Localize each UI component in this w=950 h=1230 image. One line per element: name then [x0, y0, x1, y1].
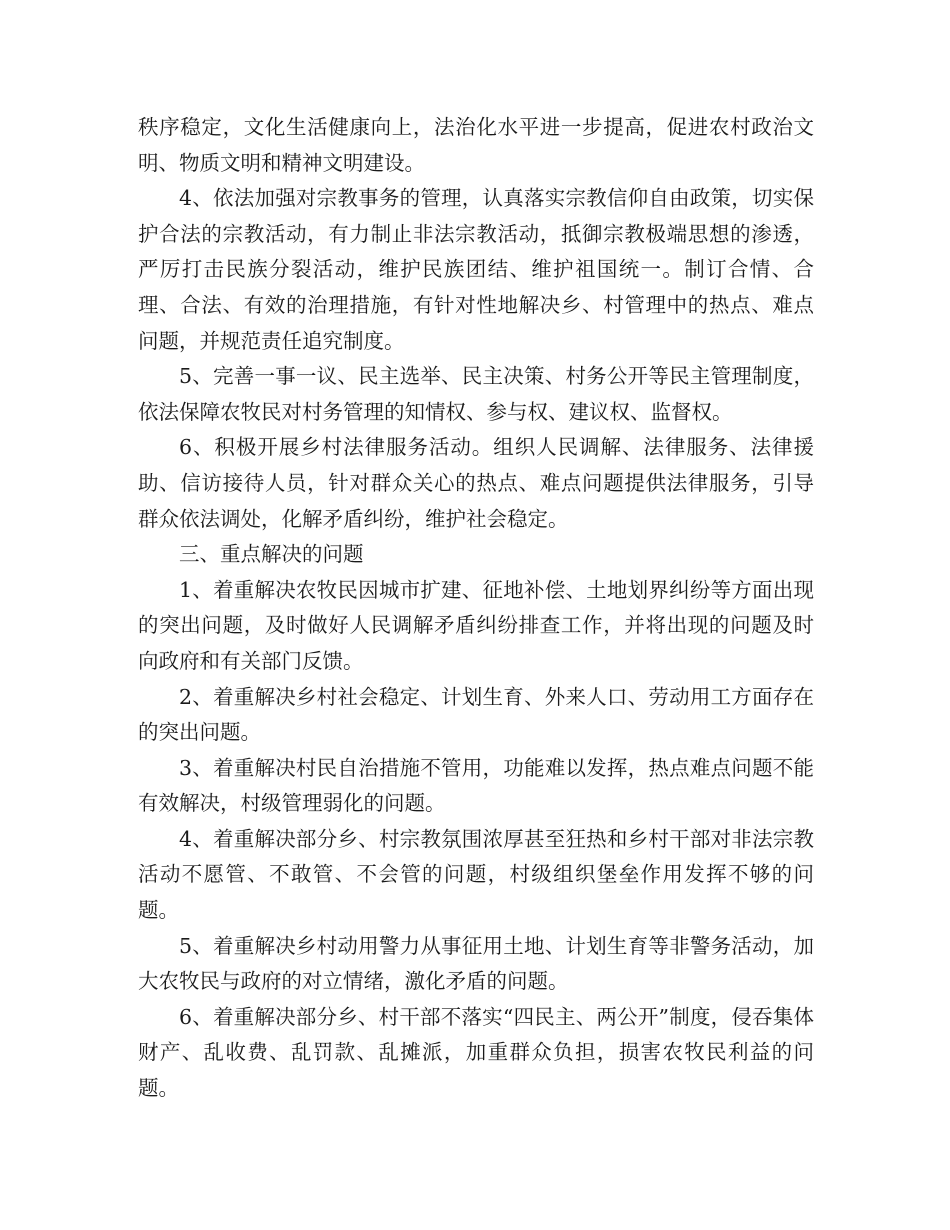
- paragraph-issue-2: 2、着重解决乡村社会稳定、计划生育、外来人口、劳动用工方面存在的突出问题。: [138, 684, 814, 745]
- paragraph-issue-4: 4、着重解决部分乡、村宗教氛围浓厚甚至狂热和乡村干部对非法宗教活动不愿管、不敢管、不会管的问题，村级组织堡垒作用发挥不够的问题。: [138, 826, 814, 923]
- paragraph-issue-5: 5、着重解决乡村动用警力从事征用土地、计划生育等非警务活动，加大农牧民与政府的对立情绪，激化矛盾的问题。: [138, 933, 814, 994]
- paragraph-item-6-legal-service: 6、积极开展乡村法律服务活动。组织人民调解、法律服务、法律援助、信访接待人员，针对群众关心的热点、难点问题提供法律服务，引导群众依法调处，化解矛盾纠纷，维护社会稳定。: [138, 435, 814, 531]
- paragraph-issue-3: 3、着重解决村民自治措施不管用，功能难以发挥，热点难点问题不能有效解决，村级管理弱化的问题。: [138, 755, 814, 816]
- paragraph-issue-6: 6、着重解决部分乡、村干部不落实“四民主、两公开”制度，侵吞集体财产、乱收费、乱罚款、乱摊派，加重群众负担，损害农牧民利益的问题。: [138, 1004, 814, 1101]
- document-body: [138, 110, 814, 1107]
- paragraph-item-5-democracy: 5、完善一事一议、民主选举、民主决策、村务公开等民主管理制度，依法保障农牧民对村务管理的知情权、参与权、建议权、监督权。: [138, 364, 814, 424]
- paragraph-continuation: 秩序稳定，文化生活健康向上，法治化水平进一步提高，促进农村政治文明、物质文明和精神文明建设。: [138, 115, 814, 175]
- paragraph-item-4-religion: 4、依法加强对宗教事务的管理，认真落实宗教信仰自由政策，切实保护合法的宗教活动，有力制止非法宗教活动，抵御宗教极端思想的渗透，严厉打击民族分裂活动，维护民族团结、维护祖国统一。制订合情、合理、合法、有效的治理措施，有针对性地解决乡、村管理中的热点、难点问题，并规范责任追究制度。: [138, 186, 814, 353]
- paragraph-issue-1: 1、着重解决农牧民因城市扩建、征地补偿、土地划界纠纷等方面出现的突出问题，及时做好人民调解矛盾纠纷排查工作，并将出现的问题及时向政府和有关部门反馈。: [138, 577, 814, 673]
- section-heading-key-issues: 三、重点解决的问题: [179, 542, 364, 567]
